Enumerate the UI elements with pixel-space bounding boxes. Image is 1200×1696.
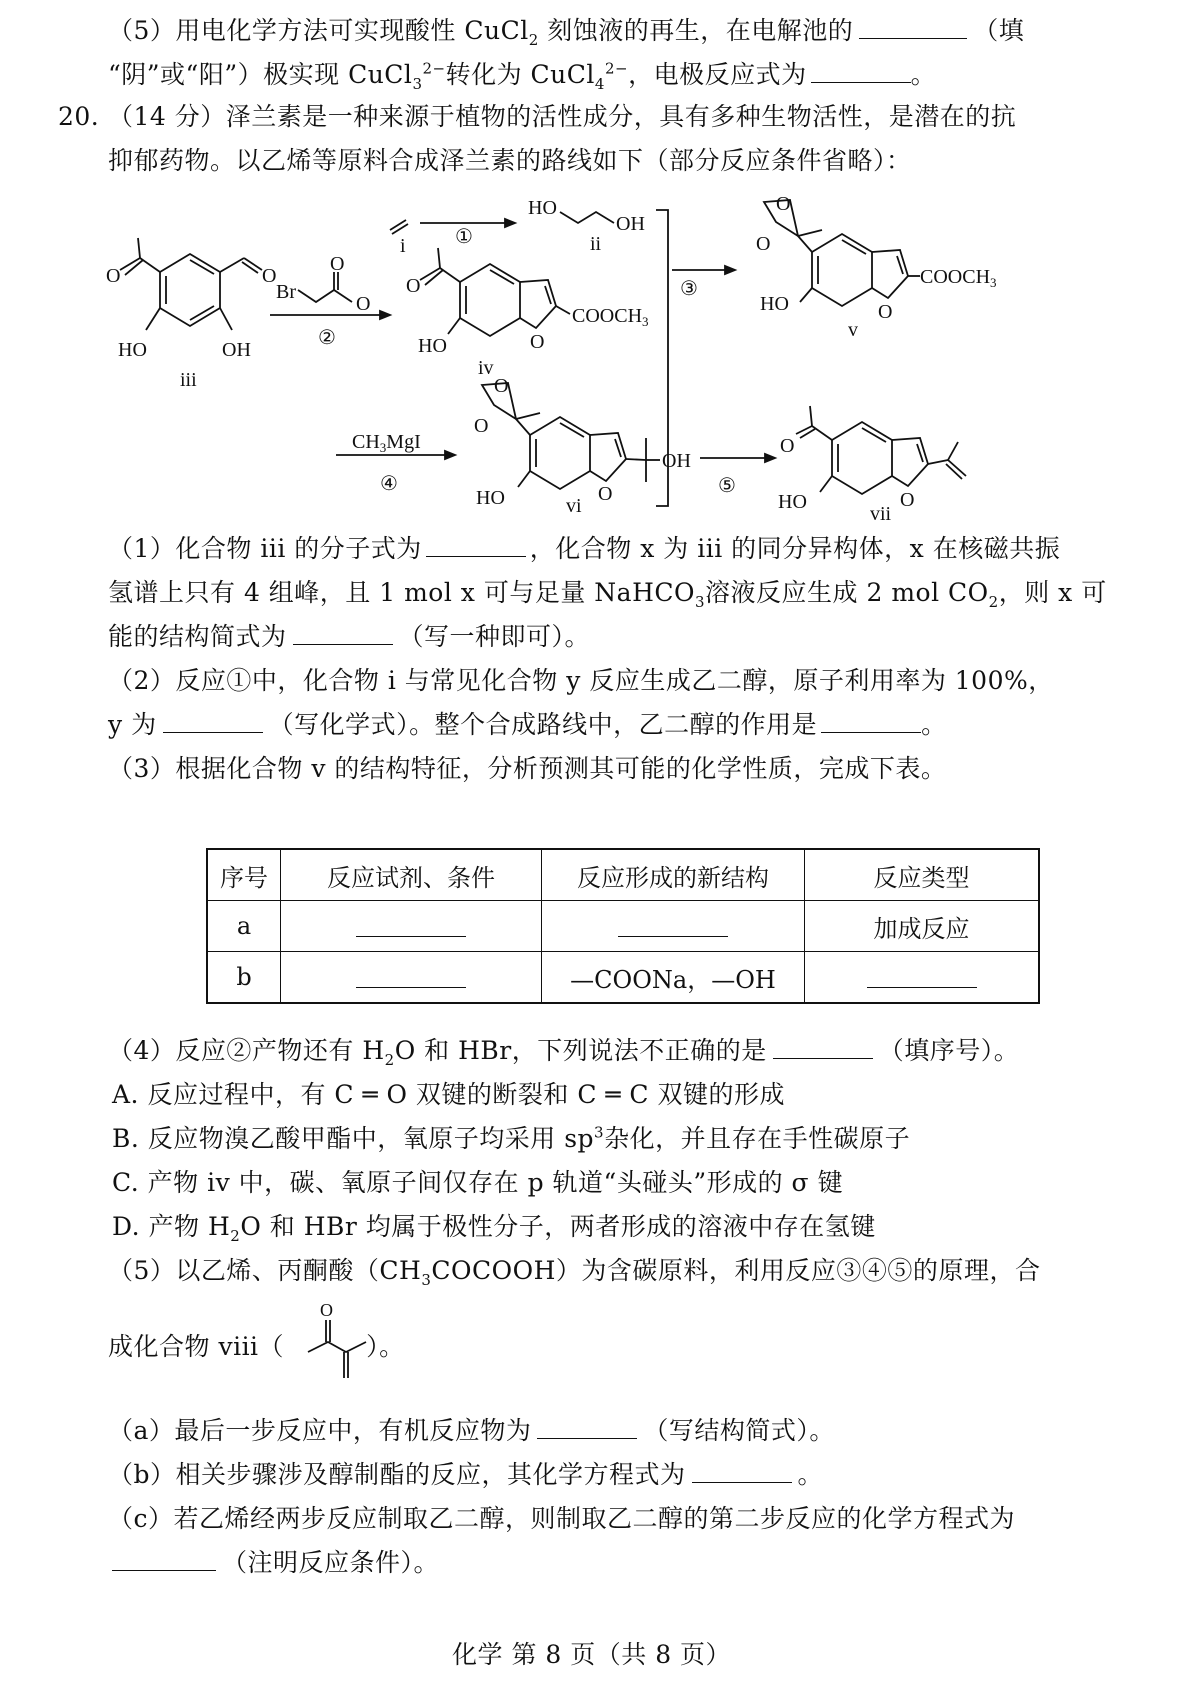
step-2: ② bbox=[318, 327, 336, 349]
p5-b bbox=[108, 1458, 823, 1492]
q19-part5-line2 bbox=[108, 58, 936, 92]
iv-ring-o: O bbox=[530, 331, 545, 353]
text: （5）用电化学方法可实现酸性 CuCl bbox=[108, 16, 529, 45]
p1-line3 bbox=[108, 620, 590, 654]
text: （1）化合物 iii 的分子式为 bbox=[108, 534, 422, 563]
v-ring-o: O bbox=[878, 301, 893, 323]
text: 能的结构简式为 bbox=[108, 622, 287, 651]
reagent-o: O bbox=[330, 253, 345, 275]
text: （写结构简式）。 bbox=[643, 1416, 835, 1445]
p5-a bbox=[108, 1414, 835, 1448]
p1-line2 bbox=[108, 576, 1107, 610]
vii-ho: HO bbox=[778, 491, 807, 513]
text: （注明反应条件）。 bbox=[222, 1548, 440, 1577]
text: （写化学式）。整个合成路线中，乙二醇的作用是 bbox=[268, 710, 818, 739]
reagent-br: Br bbox=[276, 281, 296, 303]
header-cell: 反应试剂、条件 bbox=[281, 849, 542, 901]
text: ）。 bbox=[366, 1332, 405, 1361]
label-vi: vi bbox=[566, 495, 582, 517]
p2-line2 bbox=[108, 708, 947, 742]
text: （填 bbox=[973, 16, 1025, 45]
synthesis-scheme bbox=[0, 190, 1200, 560]
v-o1: O bbox=[776, 193, 791, 215]
subscript: 3 bbox=[412, 75, 423, 93]
reaction-table bbox=[206, 848, 1040, 1004]
text: 转化为 CuCl bbox=[445, 60, 595, 89]
p5-c: （c）若乙烯经两步反应制取乙二醇，则制取乙二醇的第二步反应的化学方程式为 bbox=[108, 1504, 1016, 1533]
superscript: 3 bbox=[594, 1123, 605, 1142]
p1-line1 bbox=[108, 532, 1060, 566]
row-id: a bbox=[207, 901, 281, 952]
text: COCOOH）为含碳原料，利用反应③④⑤的原理，合 bbox=[431, 1256, 1041, 1285]
reagent-o2: O bbox=[356, 293, 371, 315]
p4-line1 bbox=[108, 1034, 1019, 1068]
text: （4）反应②产物还有 H bbox=[108, 1036, 385, 1065]
option-c: C. 产物 iv 中，碳、氧原子间仅存在 p 轨道“头碰头”形成的 σ 键 bbox=[112, 1168, 844, 1197]
text: B. 反应物溴乙酸甲酯中，氧原子均采用 sp bbox=[112, 1124, 595, 1153]
answer-blank[interactable] bbox=[859, 14, 967, 39]
subscript: 3 bbox=[695, 593, 706, 611]
q20-intro-line1: （14 分）泽兰素是一种来源于植物的活性成分，具有多种生物活性，是潜在的抗 bbox=[108, 102, 1017, 131]
answer-blank[interactable] bbox=[821, 708, 921, 733]
text: 。 bbox=[921, 710, 947, 739]
answer-blank[interactable] bbox=[811, 58, 911, 83]
compound-viii-structure bbox=[300, 1296, 390, 1386]
label-i: i bbox=[400, 235, 406, 257]
text: 杂化，并且存在手性碳原子 bbox=[604, 1124, 911, 1153]
p3-line1: （3）根据化合物 v 的结构特征，分析预测其可能的化学性质，完成下表。 bbox=[108, 754, 947, 783]
answer-cell[interactable] bbox=[542, 901, 805, 952]
text: O 和 HBr，下列说法不正确的是 bbox=[394, 1036, 767, 1065]
text: ，则 x 可 bbox=[998, 578, 1107, 607]
v-ho: HO bbox=[760, 293, 789, 315]
answer-blank[interactable] bbox=[773, 1034, 873, 1059]
vi-o2: O bbox=[474, 415, 489, 437]
label-v: v bbox=[848, 319, 858, 341]
row-id: b bbox=[207, 952, 281, 1004]
q20-number: 20. bbox=[58, 102, 100, 131]
iii-o: O bbox=[106, 265, 121, 287]
viii-o: O bbox=[320, 1300, 333, 1320]
table-header-row bbox=[207, 849, 1039, 901]
answer-blank[interactable] bbox=[163, 708, 263, 733]
q19-part5-line1 bbox=[108, 14, 1024, 48]
vii-ring-o: O bbox=[900, 489, 915, 511]
subscript: 2 bbox=[230, 1227, 241, 1245]
text: （a）最后一步反应中，有机反应物为 bbox=[108, 1416, 532, 1445]
answer-blank[interactable] bbox=[692, 1458, 792, 1483]
text: 。 bbox=[910, 60, 937, 89]
iii-oh: OH bbox=[222, 339, 251, 361]
table-row bbox=[207, 952, 1039, 1004]
p2-line1: （2）反应①中，化合物 i 与常见化合物 y 反应生成乙二醇，原子利用率为 100%， bbox=[108, 666, 1054, 695]
subscript: 2 bbox=[528, 31, 539, 49]
vi-o1: O bbox=[494, 375, 509, 397]
text: 成化合物 viii（ bbox=[108, 1332, 285, 1361]
text: ，化合物 x 为 iii 的同分异构体，x 在核磁共振 bbox=[529, 534, 1061, 563]
step-4: ④ bbox=[380, 473, 398, 495]
text: O 和 HBr 均属于极性分子，两者形成的溶液中存在氢键 bbox=[240, 1212, 876, 1241]
step-3: ③ bbox=[680, 278, 698, 300]
p5-c-line2 bbox=[112, 1546, 439, 1580]
text: 氢谱上只有 4 组峰，且 1 mol x 可与足量 NaHCO bbox=[108, 578, 695, 607]
answer-blank[interactable] bbox=[426, 532, 526, 557]
text: y 为 bbox=[108, 710, 157, 739]
header-cell: 序号 bbox=[207, 849, 281, 901]
v-o2: O bbox=[756, 233, 771, 255]
option-d bbox=[112, 1210, 876, 1244]
subscript: 4 bbox=[594, 75, 605, 93]
option-a: A. 反应过程中，有 C ═ O 双键的断裂和 C ═ C 双键的形成 bbox=[112, 1080, 786, 1109]
p5-line1 bbox=[108, 1254, 1040, 1288]
label-ii: ii bbox=[590, 233, 602, 255]
v-cooch3: $COOCH_3$ bbox=[920, 266, 997, 290]
label-iv: iv bbox=[478, 357, 494, 379]
text: 溶液反应生成 2 mol CO bbox=[705, 578, 989, 607]
reagent-ch3mgi: $CH_3MgI$ bbox=[352, 431, 421, 455]
text: “阴”或“阳”）极实现 CuCl bbox=[108, 60, 413, 89]
iv-o: O bbox=[406, 275, 421, 297]
text: 刻蚀液的再生，在电解池的 bbox=[538, 16, 854, 45]
iv-cooch3: $COOCH_3$ bbox=[572, 305, 649, 329]
header-cell: 反应形成的新结构 bbox=[542, 849, 805, 901]
text: （写一种即可）。 bbox=[398, 622, 591, 651]
vi-ring-o: O bbox=[598, 483, 613, 505]
row-structure: —COONa，—OH bbox=[542, 952, 805, 1004]
text: ，电极反应式为 bbox=[628, 60, 807, 89]
ii-ho: HO bbox=[528, 197, 557, 219]
answer-blank[interactable] bbox=[112, 1546, 216, 1571]
label-iii: iii bbox=[180, 369, 197, 391]
step-5: ⑤ bbox=[718, 475, 736, 497]
iii-o2: O bbox=[262, 265, 277, 287]
step-1: ① bbox=[455, 226, 473, 248]
answer-cell[interactable] bbox=[281, 901, 542, 952]
q20-intro-line2: 抑郁药物。以乙烯等原料合成泽兰素的路线如下（部分反应条件省略）： bbox=[108, 146, 912, 175]
superscript: 2− bbox=[422, 59, 446, 78]
answer-blank[interactable] bbox=[293, 620, 393, 645]
answer-cell[interactable] bbox=[281, 952, 542, 1004]
vi-oh: OH bbox=[662, 450, 691, 472]
subscript: 2 bbox=[988, 593, 999, 611]
text: （b）相关步骤涉及醇制酯的反应，其化学方程式为 bbox=[108, 1460, 686, 1489]
ii-oh: OH bbox=[616, 213, 645, 235]
subscript: 3 bbox=[421, 1271, 432, 1289]
text: （填序号）。 bbox=[878, 1036, 1020, 1065]
text: 。 bbox=[797, 1460, 824, 1489]
answer-cell[interactable] bbox=[805, 952, 1040, 1004]
page-footer: 化学 第 8 页（共 8 页） bbox=[452, 1640, 732, 1669]
label-vii: vii bbox=[870, 503, 892, 525]
answer-blank[interactable] bbox=[537, 1414, 637, 1439]
vii-o: O bbox=[780, 435, 795, 457]
vi-ho: HO bbox=[476, 487, 505, 509]
text: D. 产物 H bbox=[112, 1212, 231, 1241]
iv-ho: HO bbox=[418, 335, 447, 357]
subscript: 2 bbox=[384, 1051, 395, 1069]
superscript: 2− bbox=[604, 59, 629, 78]
text: （5）以乙烯、丙酮酸（CH bbox=[108, 1256, 422, 1285]
header-cell: 反应类型 bbox=[805, 849, 1040, 901]
table-row bbox=[207, 901, 1039, 952]
iii-ho: HO bbox=[118, 339, 147, 361]
option-b bbox=[112, 1122, 910, 1156]
row-type: 加成反应 bbox=[805, 901, 1040, 952]
